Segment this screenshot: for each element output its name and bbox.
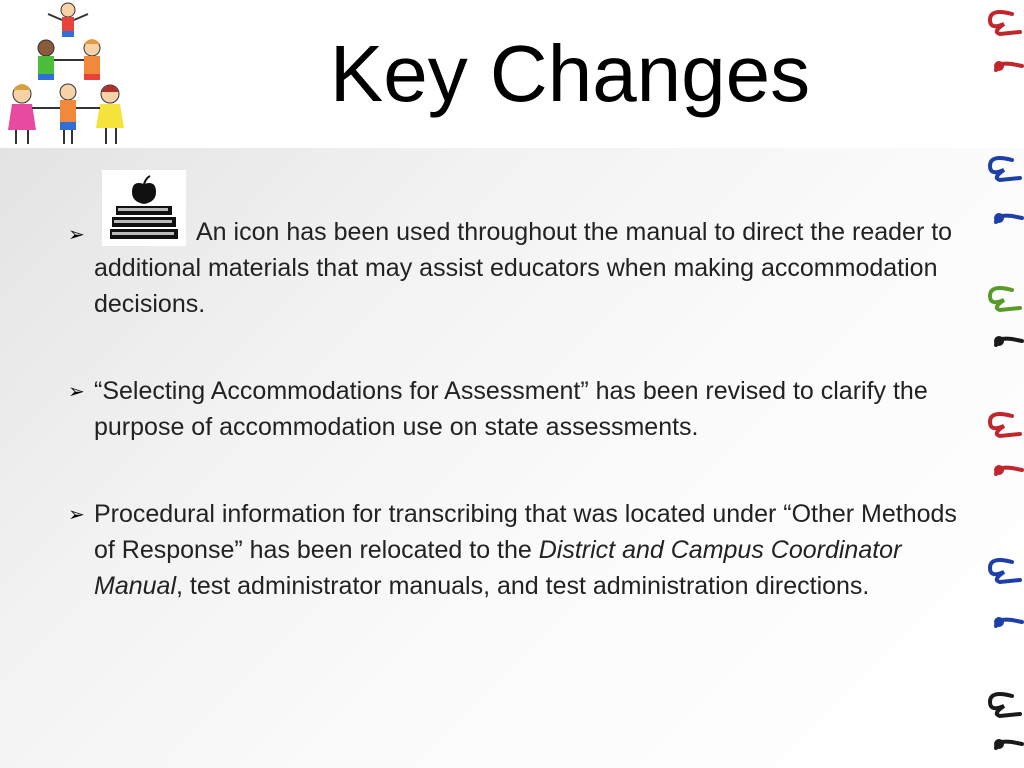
bullet-item-procedural-information — [68, 496, 968, 604]
bullet-text: An icon has been used throughout the manual to direct the reader to additional materials that may assist educators when making accommodation decisions. — [94, 218, 953, 318]
bullet-item-selecting-accommodations — [68, 373, 968, 445]
manual-title: District and Campus Coordinator Manual — [94, 536, 902, 600]
bullet-item-icon-note — [68, 170, 968, 322]
bullet-arrow-icon: ➢ — [68, 379, 85, 403]
bullet-arrow-icon: ➢ — [68, 222, 85, 246]
children-pyramid-icon — [2, 0, 132, 150]
bullet-list — [68, 170, 968, 655]
bullet-text: “Selecting Accommodations for Assessment” has been revised to clarify the purpose of accommodation use on state assessments. — [94, 377, 928, 441]
apple-on-books-icon — [102, 170, 186, 246]
bullet-text-before: Procedural information for transcribing that was located under “Other Methods of Response” has been relocated to the — [94, 500, 957, 564]
slide-title: Key Changes — [329, 29, 811, 118]
bullet-arrow-icon: ➢ — [68, 502, 85, 526]
bullet-text-after: , test administrator manuals, and test administration directions. — [176, 572, 870, 600]
curly-ribbon-border-icon — [972, 0, 1024, 768]
